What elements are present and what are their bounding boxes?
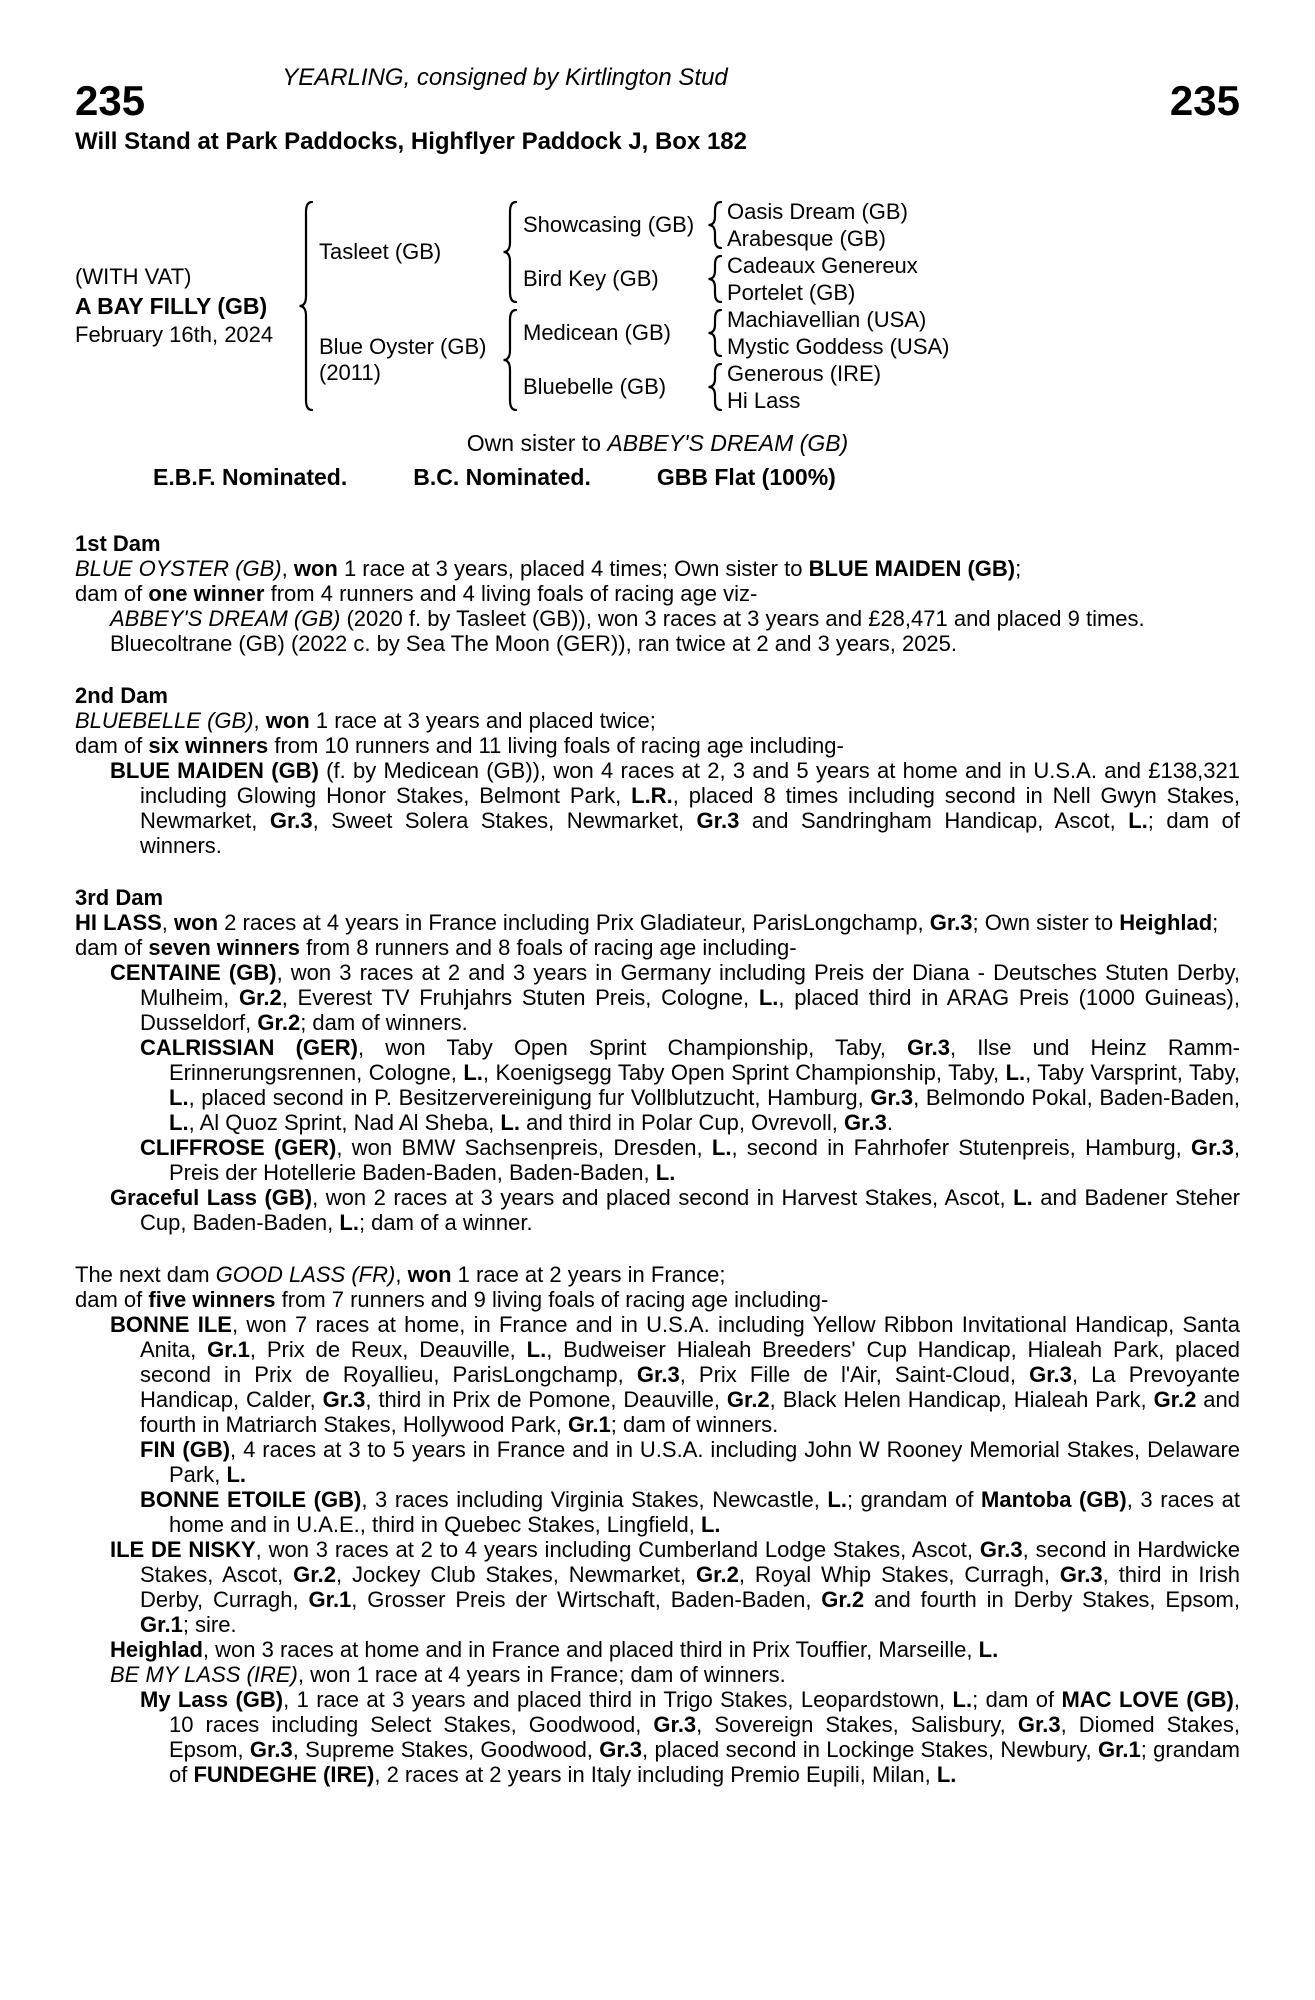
pedigree-paragraph — [110, 631, 1240, 656]
dam-section-heading: 1st Dam — [75, 531, 161, 556]
text-run: from 4 runners and 4 living foals of racing age viz- — [264, 581, 758, 606]
text-run: L. — [226, 1462, 247, 1487]
text-run: , Preis der Hotellerie Baden-Baden, Baden-Baden, — [169, 1135, 1240, 1185]
text-run: HI LASS — [75, 910, 162, 935]
text-run: ABBEY'S DREAM (GB) — [110, 606, 341, 631]
text-run: won — [407, 1262, 452, 1287]
text-run: CENTAINE (GB) — [110, 960, 277, 985]
text-run: The next dam — [75, 1262, 216, 1287]
text-run: Gr.2 — [293, 1562, 336, 1587]
text-run: 2 races at 4 years in France including Prix Gladiateur, ParisLongchamp, — [218, 910, 930, 935]
pedigree-paragraph — [110, 1312, 1240, 1437]
text-run: L. — [169, 1110, 189, 1135]
pedigree-paragraph — [110, 606, 1240, 631]
pedigree-paragraph — [110, 960, 1240, 1035]
great-granddam-name: Mystic Goddess (USA) — [727, 333, 950, 359]
text-run: , 4 races at 3 to 5 years in France and in U.S.A. including John W Rooney Memorial Stakes, Delaware Park, — [169, 1437, 1241, 1487]
text-run: , 3 races including Virginia Stakes, Newcastle, — [361, 1487, 828, 1512]
text-run: , second in Hardwicke Stakes, Ascot, — [140, 1537, 1240, 1587]
dam-year: (2011) — [319, 360, 381, 385]
pedigree-paragraph — [75, 556, 1240, 581]
text-run: L. — [1013, 1185, 1033, 1210]
text-run: Heighlad — [110, 1637, 203, 1662]
great-granddam-name: Hi Lass — [727, 387, 801, 413]
pedigree-paragraph — [110, 1637, 1240, 1662]
text-run: , Everest TV Fruhjahrs Stuten Preis, Cologne, — [281, 985, 759, 1010]
great-grandsire-name: Generous (IRE) — [727, 360, 882, 386]
text-run: (f. by Medicean (GB)), won 4 races at 2, 3 and 5 years at home and in U.S.A. and £138,321 including Glowing Honor Stakes, Belmont Park, — [140, 758, 1240, 808]
text-run: , — [253, 708, 266, 733]
text-run: , Diomed Stakes, Epsom, — [169, 1712, 1240, 1762]
text-run: won — [293, 556, 338, 581]
text-run: CALRISSIAN (GER) — [140, 1035, 358, 1060]
own-sister-line — [75, 430, 1240, 457]
text-run: L. — [978, 1637, 999, 1662]
text-run: and fourth in Derby Stakes, Epsom, — [864, 1587, 1240, 1612]
text-run: Gr.3 — [870, 1085, 914, 1110]
text-run: Gr.2 — [696, 1562, 739, 1587]
nomination-ebf: E.B.F. Nominated. — [153, 464, 348, 490]
text-run: L. — [952, 1687, 973, 1712]
text-run: dam of — [75, 581, 149, 606]
produce-sections — [75, 531, 1240, 1787]
text-run: , placed third in ARAG Preis (1000 Guineas), Dusseldorf, — [140, 985, 1240, 1035]
text-run: Graceful Lass (GB) — [110, 1185, 313, 1210]
text-run: five winners — [148, 1287, 276, 1312]
text-run: , Belmondo Pokal, Baden-Baden, — [913, 1085, 1241, 1110]
text-run: Gr.3 — [249, 1737, 293, 1762]
text-run: 1 race at 3 years and placed twice; — [309, 708, 656, 733]
pedigree-paragraph — [75, 1287, 1240, 1312]
text-run: ; dam of winners. — [610, 1412, 779, 1437]
text-run: , won 7 races at home, in France and in U.S.A. including Yellow Ribbon Invitational Handicap, Santa Anita, — [140, 1312, 1240, 1362]
great-grandsire-name: Oasis Dream (GB) — [727, 198, 908, 224]
great-granddam-name: Arabesque (GB) — [727, 225, 886, 251]
text-run: from 10 runners and 11 living foals of racing age including- — [268, 733, 844, 758]
text-run: ; grandam of — [169, 1737, 1240, 1787]
text-run: BE MY LASS (IRE) — [110, 1662, 298, 1687]
text-run: L. — [827, 1487, 847, 1512]
text-run: Gr.3 — [636, 1362, 680, 1387]
text-run: Gr.3 — [269, 808, 313, 833]
text-run: , Ilse und Heinz Ramm-Erinnerungsrennen, Cologne, — [169, 1035, 1241, 1085]
text-run: L. — [758, 985, 779, 1010]
dam-section-heading: 3rd Dam — [75, 885, 164, 910]
dam-section — [75, 885, 1240, 1235]
sire-name: Tasleet (GB) — [319, 239, 442, 264]
text-run: Gr.1 — [207, 1337, 250, 1362]
sire-dam-name: Bird Key (GB) — [523, 266, 659, 291]
sire-sire-name: Showcasing (GB) — [523, 212, 695, 237]
text-run: from 7 runners and 9 living foals of racing age including- — [275, 1287, 829, 1312]
horse-identity — [75, 198, 293, 414]
pedigree-paragraph — [140, 1487, 1240, 1537]
text-run: Gr.2 — [821, 1587, 865, 1612]
text-run: ; dam of — [972, 1687, 1062, 1712]
text-run: Gr.2 — [726, 1387, 770, 1412]
pedigree-paragraph — [75, 1262, 1240, 1287]
great-grandsire-name: Machiavellian (USA) — [727, 306, 927, 332]
own-sister-name: ABBEY'S DREAM (GB) — [607, 430, 849, 456]
great-grandsire-name: Cadeaux Genereux — [727, 252, 918, 278]
pedigree-brace-icon — [703, 198, 727, 252]
vat-note: (WITH VAT) — [75, 264, 192, 289]
pedigree-brace-icon — [703, 252, 727, 306]
foaling-date: February 16th, 2024 — [75, 322, 274, 347]
text-run: , Koenigsegg Taby Open Sprint Championship, Taby, — [482, 1060, 1006, 1085]
text-run: GOOD LASS (FR) — [215, 1262, 396, 1287]
nominations-line — [153, 464, 1240, 491]
pedigree-paragraph — [110, 1185, 1240, 1235]
pedigree-paragraph — [140, 1687, 1240, 1787]
text-run: seven winners — [148, 935, 301, 960]
text-run: , Sovereign Stakes, Salisbury, — [696, 1712, 1018, 1737]
pedigree-paragraph — [75, 581, 1240, 606]
text-run: L. — [1128, 808, 1148, 833]
pedigree-paragraph — [140, 1135, 1240, 1185]
text-run: ILE DE NISKY — [110, 1537, 256, 1562]
text-run: MAC LOVE (GB) — [1061, 1687, 1234, 1712]
text-run: Heighlad — [1119, 910, 1213, 935]
text-run: L. — [655, 1160, 676, 1185]
pedigree-paragraph — [110, 1537, 1240, 1637]
pedigree-paragraph — [140, 1035, 1240, 1135]
text-run: L. — [500, 1110, 520, 1135]
text-run: one winner — [148, 581, 265, 606]
text-run: Gr.3 — [979, 1537, 1023, 1562]
pedigree-brace-icon — [293, 198, 319, 414]
text-run: Gr.3 — [322, 1387, 366, 1412]
text-run: CLIFFROSE (GER) — [140, 1135, 337, 1160]
pedigree-paragraph — [75, 935, 1240, 960]
text-run: L. — [463, 1060, 483, 1085]
text-run: Gr.3 — [907, 1035, 950, 1060]
text-run: ; dam of a winner. — [358, 1210, 533, 1235]
dam-name-block — [319, 306, 497, 414]
dam-section — [75, 1262, 1240, 1787]
text-run: Gr.1 — [140, 1612, 183, 1637]
text-run: dam of — [75, 733, 149, 758]
text-run: Gr.3 — [1059, 1562, 1103, 1587]
text-run: , Black Helen Handicap, Hialeah Park, — [769, 1387, 1154, 1412]
text-run: , Royal Whip Stakes, Curragh, — [738, 1562, 1060, 1587]
text-run: , placed 8 times including second in Nell Gwyn Stakes, Newmarket, — [140, 783, 1241, 833]
text-run: Gr.1 — [1097, 1737, 1141, 1762]
nomination-gbb: GBB Flat (100%) — [656, 464, 836, 490]
text-run: 1 race at 3 years, placed 4 times; Own sister to — [337, 556, 809, 581]
pedigree-brace-icon — [703, 306, 727, 360]
text-run: L. — [169, 1085, 189, 1110]
text-run: Gr.1 — [308, 1587, 352, 1612]
text-run: BLUE MAIDEN (GB) — [808, 556, 1016, 581]
dam-section — [75, 683, 1240, 858]
text-run: , won BMW Sachsenpreis, Dresden, — [336, 1135, 712, 1160]
text-run: , won 3 races at home and in France and placed third in Prix Touffier, Marseille, — [202, 1637, 979, 1662]
great-granddam-name: Portelet (GB) — [727, 279, 856, 305]
text-run: , 2 races at 2 years in Italy including Premio Eupili, Milan, — [374, 1762, 937, 1787]
text-run: Gr.2 — [1153, 1387, 1197, 1412]
text-run: , Supreme Stakes, Goodwood, — [292, 1737, 600, 1762]
text-run: , third in Irish Derby, Curragh, — [140, 1562, 1240, 1612]
text-run: ; dam of winners. — [300, 1010, 468, 1035]
text-run: ; grandam of — [846, 1487, 982, 1512]
text-run: , third in Prix de Pomone, Deauville, — [365, 1387, 727, 1412]
pedigree-brace-icon — [497, 306, 523, 414]
text-run: BONNE ETOILE (GB) — [140, 1487, 362, 1512]
text-run: , won 3 races at 2 to 4 years including Cumberland Lodge Stakes, Ascot, — [255, 1537, 980, 1562]
text-run: L. — [936, 1762, 957, 1787]
text-run: BONNE ILE — [110, 1312, 232, 1337]
pedigree-paragraph — [75, 910, 1240, 935]
text-run: dam of — [75, 935, 149, 960]
text-run: Gr.3 — [1191, 1135, 1234, 1160]
text-run: , won Taby Open Sprint Championship, Taby, — [357, 1035, 908, 1060]
text-run: Gr.2 — [257, 1010, 301, 1035]
text-run: six winners — [148, 733, 269, 758]
text-run: Gr.3 — [653, 1712, 697, 1737]
text-run: L. — [526, 1337, 547, 1362]
text-run: , 1 race at 3 years and placed third in Trigo Stakes, Leopardstown, — [283, 1687, 953, 1712]
text-run: , 10 races including Select Stakes, Goodwood, — [169, 1687, 1240, 1737]
dam-name: Blue Oyster (GB) — [319, 334, 487, 359]
text-run: , won 1 race at 4 years in France; dam of winners. — [297, 1662, 786, 1687]
text-run: Gr.2 — [238, 985, 282, 1010]
text-run: won — [265, 708, 310, 733]
text-run: L. — [711, 1135, 732, 1160]
pedigree-paragraph — [75, 708, 1240, 733]
text-run: , Grosser Preis der Wirtschaft, Baden-Baden, — [351, 1587, 822, 1612]
text-run: , second in Fahrhofer Stutenpreis, Hamburg, — [731, 1135, 1192, 1160]
text-run: from 8 runners and 8 foals of racing age including- — [300, 935, 797, 960]
text-run: Gr.3 — [844, 1110, 887, 1135]
text-run: , La Prevoyante Handicap, Calder, — [140, 1362, 1240, 1412]
pedigree-paragraph — [110, 1662, 1240, 1687]
text-run: L. — [700, 1512, 721, 1537]
lot-number-left: 235 — [75, 77, 146, 124]
text-run: , Prix de Reux, Deauville, — [249, 1337, 527, 1362]
text-run: , — [161, 910, 175, 935]
text-run: , won 2 races at 3 years and placed second in Harvest Stakes, Ascot, — [312, 1185, 1014, 1210]
text-run: and fourth in Matriarch Stakes, Hollywood Park, — [140, 1387, 1240, 1437]
text-run: FIN (GB) — [140, 1437, 231, 1462]
consignor-line: YEARLING, consigned by Kirtlington Stud — [282, 64, 728, 91]
text-run: Bluecoltrane (GB) (2022 c. by Sea The Moon (GER)), ran twice at 2 and 3 years, 2025. — [110, 631, 958, 656]
pedigree-brace-icon — [497, 198, 523, 306]
text-run: , placed second in Lockinge Stakes, Newbury, — [642, 1737, 1098, 1762]
text-run: won — [174, 910, 219, 935]
text-run: ; Own sister to — [972, 910, 1120, 935]
text-run: , Taby Varsprint, Taby, — [1025, 1060, 1240, 1085]
text-run: ; — [1212, 910, 1219, 935]
text-run: Gr.1 — [567, 1412, 611, 1437]
text-run: Mantoba (GB) — [981, 1487, 1127, 1512]
text-run: , — [281, 556, 294, 581]
text-run: L. — [1005, 1060, 1026, 1085]
pedigree-paragraph — [75, 733, 1240, 758]
text-run: , 3 races at home and in U.A.E., third in Quebec Stakes, Lingfield, — [169, 1487, 1240, 1537]
text-run: , Prix Fille de l'Air, Saint-Cloud, — [679, 1362, 1030, 1387]
text-run: , Al Quoz Sprint, Nad Al Sheba, — [188, 1110, 501, 1135]
text-run: BLUE OYSTER (GB) — [75, 556, 282, 581]
text-run: , placed second in P. Besitzervereinigung fur Vollblutzucht, Hamburg, — [188, 1085, 871, 1110]
text-run: ; — [1015, 556, 1022, 581]
nomination-bc: B.C. Nominated. — [413, 464, 591, 490]
text-run: Gr.3 — [1017, 1712, 1061, 1737]
text-run: L. — [339, 1210, 359, 1235]
stand-location-line: Will Stand at Park Paddocks, Highflyer Paddock J, Box 182 — [75, 128, 747, 155]
text-run: ; sire. — [182, 1612, 237, 1637]
text-run: 1 race at 2 years in France; — [451, 1262, 726, 1287]
own-sister-prefix: Own sister to — [466, 430, 608, 456]
text-run: Gr.3 — [929, 910, 973, 935]
text-run: , won 3 races at 2 and 3 years in Germany including Preis der Diana - Deutsches Stuten Derby, Mulheim, — [140, 960, 1240, 1010]
text-run: , Jockey Club Stakes, Newmarket, — [335, 1562, 697, 1587]
text-run: and Sandringham Handicap, Ascot, — [739, 808, 1129, 833]
text-run: . — [886, 1110, 893, 1135]
text-run: and Badener Steher Cup, Baden-Baden, — [140, 1185, 1240, 1235]
text-run: (2020 f. by Tasleet (GB)), won 3 races at 3 years and £28,471 and placed 9 times. — [340, 606, 1145, 631]
text-run: My Lass (GB) — [140, 1687, 284, 1712]
dam-section — [75, 531, 1240, 656]
dam-sire-name: Medicean (GB) — [523, 320, 671, 345]
text-run: , — [395, 1262, 408, 1287]
dam-dam-name: Bluebelle (GB) — [523, 374, 667, 399]
dam-section-heading: 2nd Dam — [75, 683, 168, 708]
text-run: L.R. — [631, 783, 673, 808]
text-run: Gr.3 — [1029, 1362, 1072, 1387]
pedigree-tree — [75, 198, 1240, 414]
pedigree-paragraph — [140, 1437, 1240, 1487]
pedigree-brace-icon — [703, 360, 727, 414]
text-run: Gr.3 — [599, 1737, 643, 1762]
lot-number-right: 235 — [1169, 77, 1240, 124]
text-run: , Sweet Solera Stakes, Newmarket, — [312, 808, 697, 833]
pedigree-paragraph — [110, 758, 1240, 858]
text-run: BLUEBELLE (GB) — [75, 708, 254, 733]
text-run: dam of — [75, 1287, 149, 1312]
page-header — [75, 62, 1240, 198]
text-run: Gr.3 — [696, 808, 740, 833]
text-run: FUNDEGHE (IRE) — [193, 1762, 375, 1787]
text-run: , Budweiser Hialeah Breeders' Cup Handicap, Hialeah Park, placed second in Prix de Royallieu, ParisLongchamp, — [140, 1337, 1240, 1387]
text-run: ; dam of winners. — [140, 808, 1240, 858]
text-run: and third in Polar Cup, Ovrevoll, — [519, 1110, 845, 1135]
horse-name: A BAY FILLY (GB) — [75, 293, 268, 319]
text-run: BLUE MAIDEN (GB) — [110, 758, 319, 783]
